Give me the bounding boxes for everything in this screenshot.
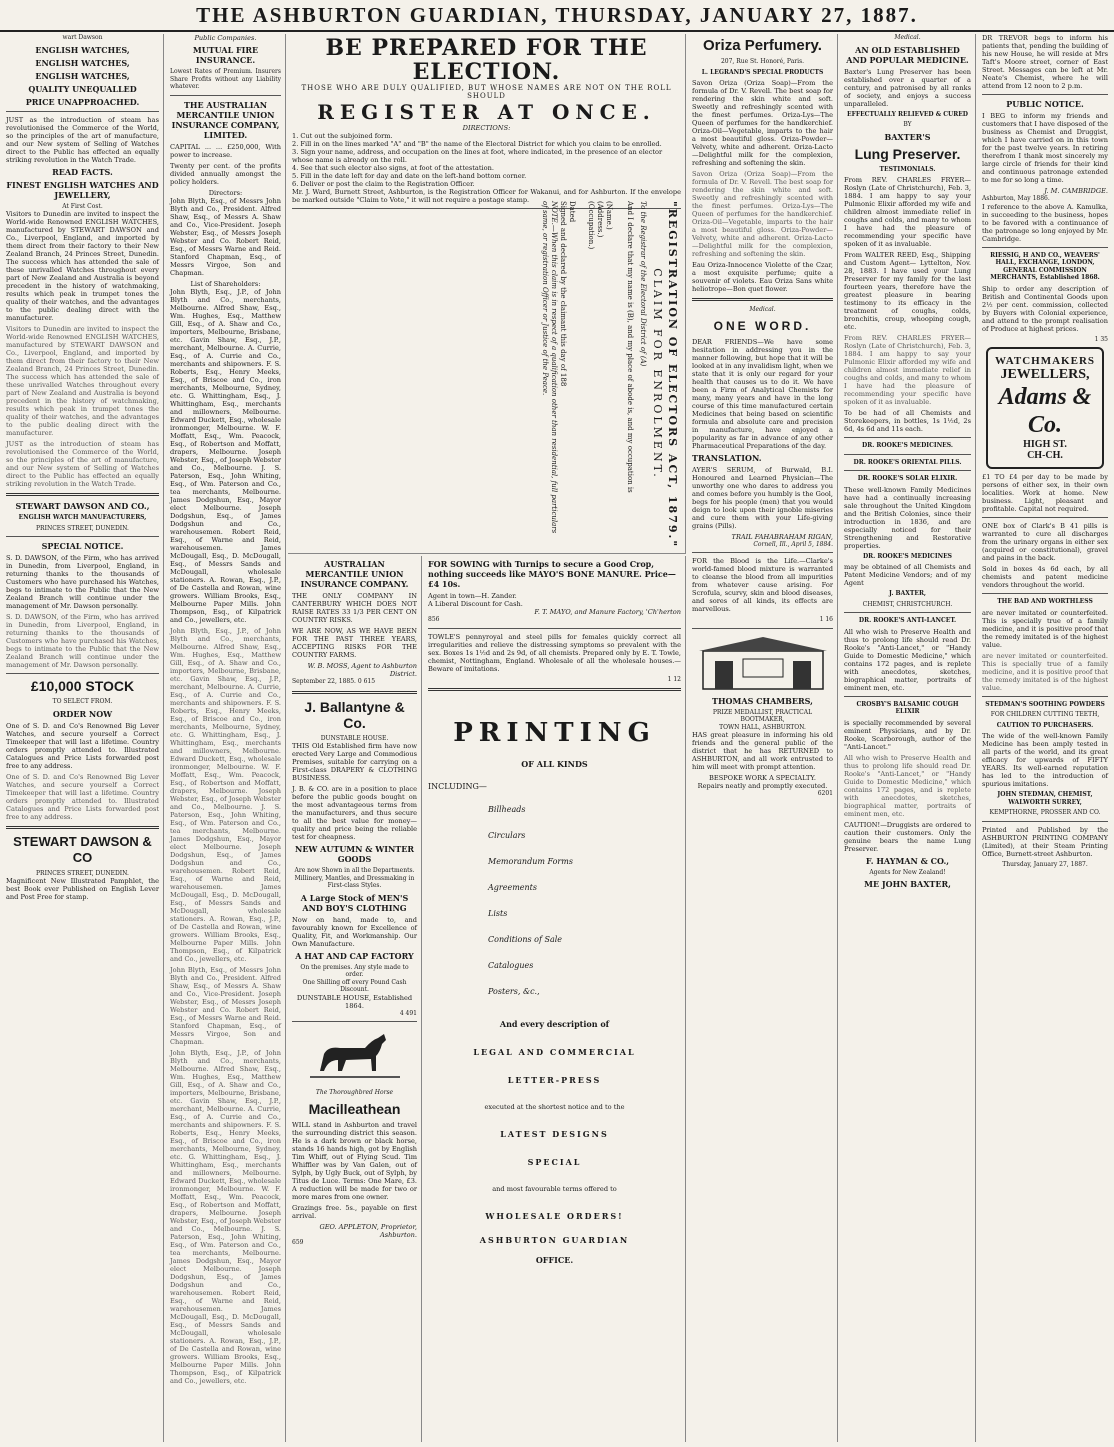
hat-sub: On the premises. Any style made to order. — [300, 963, 409, 978]
election-intro: THOSE WHO ARE DULY QUALIFIED, BUT WHOSE NAMES ARE NOT ON THE ROLL SHOULD — [301, 84, 672, 100]
column-5 — [840, 34, 976, 1442]
stock-body: Now on hand, made to, and favourably known for Excellence of Quality, Fit, and Workmanship. Our Own Manufacture. — [292, 915, 417, 948]
whistles-heading: THE BAD AND WORTHLESS — [997, 598, 1093, 605]
loan-ad: £1 TO £4 per day to be made by persons of either sex, in their own localities. Work at home. New business. Light, pleasant and profitable. Capital not required. — [982, 473, 1108, 513]
blood-num: 1 16 — [819, 616, 833, 623]
printing-item-billheads: Billheads — [488, 805, 526, 814]
mutual-fire-sub: Lowest Rates of Premium. Insurers Share Profits without any Liability whatever. — [170, 68, 281, 90]
direction-3: 3. Sign your name, address, and occupation on the lines at foot, where indicated, in the presence of an elector whose name is already on the roll. — [292, 148, 663, 164]
bottom-firm: STEWART DAWSON & CO — [13, 833, 152, 865]
towle-ad: TOWLE'S pennyroyal and steel pills for females quickly correct all irregularities and relieve the distressing symptoms so prevalent with the sex. Boxes 1s 1½d and 2s 9d, of all chemists. Prepared only by E. T. Towle, chemist, Nottingham, England. Wholesale of all the wholesale houses.—Beware of imitations. — [428, 632, 681, 673]
baxter-name: BAXTER'S — [884, 131, 931, 142]
footer-imprint: Printed and Published by the ASHBURTON PRINTING COMPANY (Limited), at their Steam Printing Office, Burnett-street Ashburton. — [982, 825, 1108, 858]
directors-heading: Directors: — [208, 188, 243, 197]
election-block — [288, 34, 686, 554]
mutual-fire-heading: MUTUAL FIRE INSURANCE. — [192, 45, 259, 65]
ballantyne-body: THIS Old Established firm have now erected Very Large and Commodious Premises, suitable for carrying on a First-class DRAPERY & CLOTHING BUSINESS. — [292, 742, 417, 782]
one-box-body: Sold in boxes 4s 6d each, by all chemists and patent medicine vendors throughout the world. — [982, 565, 1108, 589]
printing-wholesale: WHOLESALE ORDERS! — [485, 1211, 624, 1221]
public-companies-heading: Public Companies. — [194, 34, 257, 42]
printing-item-conditions: Conditions of Sale — [488, 935, 563, 944]
blood-ad: FOR the Blood is the Life.—Clarke's world-famed blood mixture is warranted to cleanse the blood from all impurities from whatever cause arising. For Scrofula, scurvy, skin and blood diseases, and sores of all kinds, its effects are marvellous. — [692, 557, 833, 613]
printing-fav: and most favourable terms offered to — [492, 1185, 617, 1193]
shop-illustration — [693, 633, 833, 693]
baxter-by: BY — [903, 121, 912, 128]
shareholders-list-cont: John Blyth, Esq., J.P., of John Blyth and Co., merchants, Melbourne. Alfred Shaw, Esq., Wm. Hughes, Esq., Matthew Gill, Esq., of A. Shaw and Co., importers, Melbourne, Brisbane, etc. Gavin Shaw, Esq., J.P., merchant, Melbourne. A. Currie, Esq., of A. Currie and Co., merchants and shipowners. F. S. Roberts, Esq., Henry Meeks, Esq., of Briscoe and Co., iron merchants, Melbourne, Sydney, etc. G. Whittingham, Esq., J. Whittingham, Esq., merchants and millowners, Melbourne. Edward Duckett, Esq., wholesale ironmonger, Melbourne. W. F. Moffatt, Esq., Wm. Peacock, Esq., of Robertson and Moffatt, drapers, Melbourne. Joseph Webster, Esq., of Joseph Webster and Co., Melbourne. J. S. Paterson, Esq., John Whiting, Esq., of Wm. Paterson and Co., tea merchants, Melbourne. James Dodgshun, Esq., Mayor elect Melbourne. Joseph Dodgshun, Esq., of James Dodgshun and Co., warehousemen. Robert Reid, Esq., of Warne and Reid, warehousemen. James McDougall, Esq., D. McDougall, Esq., of Messrs Sands and McDougall, wholesale stationers. A. Rowan, Esq., J.P., of De Castella and Rowan, wine growers. William Brooks, Esq., Melbourne Paper Mills. John Thompson, Esq., of Kilpatrick and Co., jewellers, etc. — [170, 626, 281, 963]
printing-letterpress: LETTER-PRESS — [507, 1075, 602, 1085]
column-4 — [688, 34, 838, 1442]
election-title: BE PREPARED FOR THE ELECTION. — [325, 35, 648, 85]
printing-items — [428, 797, 681, 1005]
english-watches-3: ENGLISH WATCHES, — [35, 70, 130, 81]
stock-heading: £10,000 STOCK — [30, 678, 135, 694]
claim-form-dated: Dated — [568, 201, 576, 223]
manure-heading: FOR SOWING with Turnips to secure a Good Crop, nothing succeeds like MAYO'S BONE MANURE. Price—£4 10s. — [428, 559, 676, 589]
medical-heading: Medical. — [749, 306, 776, 313]
stedman-heading: STEDMAN'S SOOTHING POWDERS — [985, 700, 1105, 708]
baxter-sig: J. BAXTER, — [888, 590, 927, 597]
oriza-body-fill: Savon Oriza (Oriza Soap)—From the formula of Dr. V. Revell. The best soap for rendering the skin white and soft. Sweetly and refreshingly scented with the finest perfumes. Oriza-Lys—The Queen of perfumes for the handkerchief. Oriza-Oil—Vegetable, imparts to the hair a most beautiful gloss. Oriza-Powder—Velvety, white and adherent. Oriza-Lacto—Delightful milk for the complexion, refreshing and softening the skin. — [692, 170, 833, 258]
aus-insurance-date: September 22, 1885. 0 615 — [292, 678, 376, 685]
dunstable-num: 4 491 — [399, 1009, 417, 1017]
bottom-body: Magnificent New Illustrated Pamphlet, the best Book ever Published on English Lever and Post Free for stamp. — [6, 877, 159, 901]
hayman: F. HAYMAN & CO., — [865, 855, 950, 866]
shareholders-list: John Blyth, Esq., J.P., of John Blyth and Co., merchants, Melbourne. Alfred Shaw, Esq., Wm. Hughes, Esq., Matthew Gill, Esq., of A. Shaw and Co., importers, Melbourne, Brisbane, etc. Gavin Shaw, Esq., J.P., merchant, Melbourne. A. Currie, Esq., of A. Currie and Co., merchants and shipowners. F. S. Roberts, Esq., Henry Meeks, Esq., of Briscoe and Co., iron merchants, Melbourne, Sydney, etc. G. Whittingham, Esq., J. Whittingham, Esq., merchants and millowners, Melbourne. Edward Duckett, Esq., wholesale ironmonger, Melbourne. W. F. Moffatt, Esq., Wm. Peacock, Esq., of Robertson and Moffatt, drapers, Melbourne. Joseph Webster, Esq., of Joseph Webster and Co., Melbourne. J. S. Paterson, Esq., John Whiting, Esq., of Wm. Paterson and Co., tea merchants, Melbourne. James Dodgshun, Esq., Mayor elect Melbourne. Joseph Dodgshun, Esq., of James Dodgshun and Co., warehousemen. Robert Reid, Esq., of Warne and Reid, warehousemen. James McDougall, Esq., D. McDougall, Esq., of Messrs Sands and McDougall, wholesale stationers. A. Rowan, Esq., J.P., of De Castella and Rowan, wine growers. William Brooks, Esq., Melbourne Paper Mills. John Thompson, Esq., of Kilpatrick and Co., jewellers, etc. — [170, 287, 281, 624]
claim-form-title: "REGISTRATION OF ELECTORS ACT, 1879." — [666, 201, 679, 549]
claim-form-sub: CLAIM FOR ENROLMENT. — [651, 268, 664, 480]
horse-sig: GEO. APPLETON, Proprietor, Ashburton. — [319, 1222, 417, 1239]
top-label: wart Dawson — [62, 34, 103, 41]
autumn-heading: NEW AUTUMN & WINTER GOODS — [295, 844, 414, 864]
rookes-2: DR. ROOKE'S ORIENTAL PILLS. — [853, 458, 962, 466]
ballantyne-body-2: J. B. & CO. are in a position to place before the public goods bought on the most advantageous terms from the manufacturers, and thus secure to all the best value for money—quality and price being the reliable test for cheapness. — [292, 785, 417, 841]
aus-insurance-body-2: WE ARE NOW, AS WE HAVE BEEN FOR THE PAST THREE YEARS, ACCEPTING RISKS FOR THE COUNTRY FARMS. — [292, 627, 417, 659]
old-established: AN OLD ESTABLISHED AND POPULAR MEDICINE. — [846, 44, 969, 65]
one-word-body: DEAR FRIENDS—We have some hesitation in addressing you in the manner following, but hope that it will be looked at in any invalidism light, when we state that it is only our regard for your health that causes us to do it. We have been a Firm of Analytical Chemists for many, many years and have in the long course of this time manufactured certain Medicines that being based on scientific formula and absolute care and precision in manufacture, have enjoyed a popularity as far in advance of any other Pharmaceutical Preparations of the day. — [692, 337, 833, 450]
logo-high: HIGH ST. — [1023, 439, 1067, 450]
shareholders-list-cont-2: John Blyth, Esq., of Messrs John Blyth and Co., President. Alfred Shaw, Esq., of Messrs A. Shaw and Co., Vice-President. Joseph Webster, Esq., of Messrs Joseph Webster and Co. Robert Reid, Esq., of Messrs Warne and Reid. Stanford Chapman, Esq., of Messrs Virgoe, Son and Chapman. — [170, 965, 281, 1046]
order-body: One of S. D. and Co's Renowned Big Lever Watches, and secure yourself a Correct Timekeeper that will last a lifetime. Country orders promptly attended to. Illustrated Catalogues and Price Lists forwarded post free to any address. — [6, 721, 159, 770]
ballantyne-heading: J. Ballantyne & Co. — [304, 698, 405, 731]
logo-chch: CH-CH. — [1027, 450, 1063, 461]
horse-body: WILL stand in Ashburton and travel the surrounding district this season. He is a dark brown or black horse, stands 16 hands high, got by English Tim Whiff, out of Flying Scud. Tim Whiffler was by Van Galen, out of Sylph, by Ugly Buck, out of Sylph, by Titus de Luce. Terms: One Mare, £3. A reduction will be made for two or more mares from one owner. — [292, 1120, 417, 1201]
printing-item-memorandum: Memorandum Forms — [488, 857, 573, 866]
directors-list: John Blyth, Esq., of Messrs John Blyth and Co., President. Alfred Shaw, Esq., of Messrs A. Shaw and Co., Vice-President. Joseph Webster, Esq., of Messrs Joseph Webster and Co. Robert Reid, Esq., of Messrs Warne and Reid. Stanford Chapman, Esq., of Messrs Virgoe, Son and Chapman. — [170, 196, 281, 277]
adams-logo — [986, 347, 1104, 469]
testimonial-2: From WALTER REED, Esq., Shipping and Custom Agent— Lyttelton, Nov. 28, 1883. I have used your Lung Preserver for my family for the last fourteen years, therefore have the greatest pleasure in bearing testimony to its efficacy in the treatment of coughs, colds, bronchitis, croup, whooping cough, etc. — [844, 251, 971, 331]
chambers-body: HAS great pleasure in informing his old friends and the general public of the district that he has RETURNED to ASHBURTON, and all work entrusted to him will meet with prompt attention. — [692, 731, 833, 771]
kempthorne: KEMPTHORNE, PROSSER AND CO. — [989, 809, 1101, 816]
printing-latest: LATEST DESIGNS — [500, 1129, 609, 1139]
ballantyne-sub: DUNSTABLE HOUSE. — [320, 734, 389, 742]
direction-5: 5. Fill in the date left for day and date on the left-hand bottom corner. — [292, 172, 527, 180]
finest-heading: FINEST ENGLISH WATCHES AND JEWELLERY, — [6, 179, 159, 200]
anti-lancet: DR. ROOKE'S ANTI-LANCET. — [858, 617, 957, 624]
horse-grazings: Grazings free. 5s., payable on first arrival. — [292, 1203, 417, 1220]
watches-body-repeat-2: JUST as the introduction of steam has revolutionised the Commerce of the World, so the principles of the art of manufacture, and our New system of Selling of Watches direct to the Public has effected an equally striking revolution in the Watch Trade. — [6, 440, 159, 488]
translation-heading: TRANSLATION. — [692, 452, 762, 463]
anti-lancet-body: All who wish to Preserve Health and thus to prolong life should read Dr. Rooke's "Anti-Lancet," or "Handy Guide to Domestic Medicine," which contains 172 pages, and is replete with anecdotes, sketches, biographical matter, portraits of eminent men, etc. — [844, 627, 971, 692]
bespoke-line: BESPOKE WORK A SPECIALTY. — [709, 774, 816, 782]
firm-name: STEWART DAWSON AND CO., — [15, 501, 150, 511]
oriza-heading: Oriza Perfumery. — [703, 37, 822, 54]
repairs-line: Repairs neatly and promptly executed. — [697, 782, 828, 790]
printing-legal: LEGAL AND COMMERCIAL — [473, 1047, 636, 1057]
logo-watchmakers: WATCHMAKERS — [994, 355, 1096, 367]
testimonials: TESTIMONIALS. — [879, 165, 936, 173]
oriza-address: 207, Rue St. Honoré, Paris. — [720, 58, 805, 65]
kamulka-body: I reference to the above A. Kamulka, in succeeding to the business, hopes to be favored with a continuance of the patronage so long enjoyed by Mr. Cambridge. — [982, 202, 1108, 243]
printing-heading: PRINTING — [453, 718, 656, 748]
bottom-address: PRINCES STREET, DUNEDIN. — [36, 869, 129, 877]
direction-6: 6. Deliver or post the claim to the Registration Officer. — [292, 180, 475, 188]
claim-form-to: To the Registrar of the Electoral District of (A) — [639, 201, 647, 367]
english-watches-2: ENGLISH WATCHES, — [35, 57, 130, 68]
riessig-num: 1 35 — [1094, 335, 1108, 343]
intro-text: JUST as the introduction of steam has revolutionised the Commerce of the World, so the principles of the art of manufacture, and our New system of Selling of Watches direct to the Public has effected an equally striking revolution in the Watch Trade. — [6, 115, 159, 164]
printing-item-agreements: Agreements — [488, 883, 537, 892]
printing-item-catalogues: Catalogues — [488, 961, 534, 970]
column-6 — [978, 34, 1112, 1442]
price-heading: PRICE UNAPPROACHED. — [25, 96, 140, 107]
rookes-1: DR. ROOKE'S MEDICINES. — [862, 442, 953, 449]
crosby: CROSBY'S BALSAMIC COUGH ELIXIR — [856, 700, 959, 715]
caution-heading: CAUTION TO PURCHASERS. — [996, 721, 1094, 729]
translation-body: AYER'S SERUM, of Burwald, B.I. Honoured and Learned Physician—The unworthy one who dares to address you and comes before you humbly is the Gool, begs for his people (men) that you would deign to look upon their ignoble miseries and cure them with your Life-giving grains (Pills). — [692, 465, 833, 530]
public-notice-body: I BEG to inform my friends and customers that I have disposed of the business as Chemist and Druggist, which I have carried on in this town for the past twelve years. In retiring therefrom I thank most sincerely my large circle of friends for their kind and continuous patronage extended to me for so long a time. — [982, 112, 1108, 184]
printing-including: INCLUDING— — [428, 782, 487, 791]
printing-item-lists: Lists — [488, 909, 508, 918]
column-2 — [166, 34, 286, 1442]
rookes-4: DR. ROOKE'S MEDICINES — [862, 552, 953, 560]
column-1 — [2, 34, 164, 1442]
testimonial-fill: From REV. CHARLES FRYER— Roslyn (Late of Christchurch), Feb. 3, 1884. I am happy to say your Pulmonic Elixir afforded my wife and children almost immediate relief in coughs and colds, and many to whom I have had the pleasure of recommending your specific have spoken of it as invaluable. — [844, 334, 971, 406]
claim-form-name: (Name.) — [605, 201, 613, 230]
column-3a — [288, 556, 422, 1442]
claim-form-address: (Address.) — [596, 201, 604, 238]
election-footnote: Mr. J. Ward, Burnett Street, Ashburton, is the Registration Officer for Wakanui, and for Ashburton. If the envelope be marked outside "Claim to Vote," it will not require a postage stamp. — [292, 188, 681, 204]
aus-mercantile-heading: THE AUSTRALIAN MERCANTILE UNION INSURANCE COMPANY, LIMITED. — [171, 99, 280, 140]
printing-office-name: ASHBURTON GUARDIAN — [479, 1235, 630, 1245]
masthead: THE ASHBURTON GUARDIAN, THURSDAY, JANUARY 27, 1887. — [0, 0, 1114, 32]
direction-2: 2. Fill in on the lines marked "A" and "B" the name of the Electoral District for which you claim to be enrolled. — [292, 140, 662, 148]
aus-insurance-body: THE ONLY COMPANY IN CANTERBURY WHICH DOES NOT RAISE RATES 33 1/3 PER CENT ON COUNTRY RISKS. — [292, 592, 417, 624]
oriza-sub: L. LEGRAND'S SPECIAL PRODUCTS — [701, 68, 824, 76]
stedman-sub: FOR CHILDREN CUTTING TEETH, — [990, 711, 1100, 718]
claim-form-occupation: (Occupation.) — [587, 201, 595, 250]
printing-item-posters: Posters, &c., — [488, 987, 540, 996]
watches-body-repeat: Visitors to Dunedin are invited to inspect the World-wide Renowned ENGLISH WATCHES, manufactured by STEWART DAWSON and Co., Liverpool, England, and imported by them direct from their factory to their New Zealand Branch, 24 Princes Street, Dunedin. The success which has attended the sale of these unrivalled Watches throughout every part of New Zealand and Australia is beyond precedent in the history of watchmaking, results which peak in trumpet tones the quality of their watches, and the advantages to the public dealing direct with the manufacturer. — [6, 325, 159, 437]
read-facts-heading: READ FACTS. — [52, 166, 113, 177]
old-body: Baxter's Lung Preserver has been established over a quarter of a century, and patronised by all ranks of society, and enjoys a success unparalleled. — [844, 67, 971, 108]
stock-line: A Large Stock of MEN'S AND BOY'S CLOTHING — [300, 892, 409, 913]
at-first-cost: At First Cost. — [62, 202, 103, 210]
testimonial-1: From REV. CHARLES FRYER— Roslyn (Late of Christchurch), Feb. 3, 1884. I am happy to say your Pulmonic Elixir afforded my wife and children almost immediate relief in coughs and colds, and many to whom I have had the pleasure of recommending your specific have spoken of it as invaluable. — [844, 176, 971, 248]
capital-line: CAPITAL ... ... £250,000, With power to increase. — [170, 142, 281, 159]
horse-title: The Thoroughbred Horse — [315, 1089, 394, 1096]
autumn-sub: Are now Shown in all the Departments. — [294, 867, 415, 874]
lung-preserver: Lung Preserver. — [854, 145, 961, 162]
millinery-line: Millinery, Mantles, and Dressmaking in First-class Styles. — [294, 874, 415, 889]
register-heading: REGISTER AT ONCE. — [317, 100, 656, 124]
chambers-heading: THOMAS CHAMBERS, — [712, 695, 813, 706]
rookes-4-body: may be obtained of all Chemists and Patent Medicine Vendors; and of my Agent — [844, 563, 971, 587]
medical-heading-5: Medical. — [894, 34, 921, 41]
printing-all-kinds: OF ALL KINDS — [521, 759, 588, 769]
trevor-notice: DR TREVOR begs to inform his patients that, pending the building of his new House, he will reside at Mrs Taft's Moore street, corner of East Street. Messages can be left at Mr. Neate's Chemist, where he will attend from 12 noon to 2 p.m. — [982, 34, 1108, 90]
printing-desc: And every description of — [499, 1019, 610, 1029]
baxter-sig-2: CHEMIST, CHRISTCHURCH. — [862, 600, 953, 608]
repairs-num: 6201 — [817, 790, 833, 797]
manure-num: 856 — [428, 616, 440, 623]
logo-adams: Adams & Co. — [998, 384, 1092, 438]
cambridge-date: Ashburton, May 1886. — [982, 195, 1050, 202]
special-notice-heading: SPECIAL NOTICE. — [41, 541, 124, 551]
hat-heading: A HAT AND CAP FACTORY — [295, 950, 414, 961]
claim-form-note: NOTE.—When this claim is in respect of a qualification other than residential, full particulars of same, or registration Officer or Justice of the Peace. — [541, 201, 558, 534]
manure-discount: A Liberal Discount for Cash. — [428, 600, 523, 608]
capital-note: Twenty per cent. of the profits divided annually amongst the policy holders. — [170, 161, 281, 186]
manure-agent: Agent in town—H. Zander. — [428, 592, 517, 600]
manure-sig: F. T. MAYO, and Manure Factory, 'Ch'herton — [534, 608, 681, 616]
order-body-2: One of S. D. and Co's Renowned Big Lever Watches, and secure yourself a Correct Timekeeper that will last a lifetime. Country orders promptly attended to. Illustrated Catalogues and Price Lists forwarded post free to any address. — [6, 772, 159, 821]
special-notice-body: S. D. DAWSON, of the Firm, who has arrived in Dunedin, from Liverpool, England, in returning thanks to the thousands of Customers who have purchased his Watches, begs to intimate to the Public that the New Zealand Branch will continue under the management of Mr. Dawson personally. — [6, 554, 159, 610]
printing-office: OFFICE. — [535, 1255, 574, 1265]
quality-heading: QUALITY UNEQUALLED — [28, 83, 137, 94]
chambers-sub: PRIZE MEDALLIST, PRACTICAL BOOTMAKER, — [712, 708, 813, 723]
riessig-heading: RIESSIG, H AND CO., WEAVERS' HALL, EXCHANGE, LONDON, GENERAL COMMISSION MERCHANTS, Established 1868. — [990, 251, 1100, 281]
firm-address: PRINCES STREET, DUNEDIN. — [36, 524, 129, 532]
discount-line: One Shilling off every Pound Cash Discount. — [302, 978, 407, 993]
oriza-body: Savon Oriza (Oriza Soap)—From the formula of Dr. V. Revell. The best soap for rendering the skin white and soft. Sweetly and refreshingly scented with the finest perfumes. Oriza-Lys—The Queen of perfumes for the handkerchief. Oriza-Oil—Vegetable, imparts to the hair a most beautiful gloss. Oriza-Powder—Velvety, white and adherent. Oriza-Lacto—Delightful milk for the complexion, refreshing and softening the skin. — [692, 79, 833, 167]
direction-4: 4. See that such elector also signs, at foot of the attestation. — [292, 164, 494, 172]
directions-list — [292, 132, 681, 188]
caution-body: CAUTION!—Druggists are ordered to caution their customers. Only the genuine bears the name Lung Preserver. — [844, 820, 971, 853]
rookes-3: DR. ROOKE'S SOLAR ELIXIR. — [857, 475, 958, 482]
crosby-fill: All who wish to Preserve Health and thus to prolong life should read Dr. Rooke's "Anti-Lancet," or "Handy Guide to Domestic Medicine," which contains 172 pages, and is replete with anecdotes, sketches, biographical matter, portraits of eminent men, etc. — [844, 753, 971, 818]
printing-special: SPECIAL — [527, 1157, 582, 1167]
directions-heading: DIRECTIONS: — [462, 124, 511, 132]
trail-sig: TRAIL FAHABRAHAM RIGAN, — [731, 532, 833, 541]
footer-date: Thursday, January 27, 1887. — [1002, 860, 1088, 868]
firm-sub: ENGLISH WATCH MANUFACTURERS, — [18, 514, 147, 521]
shareholders-list-cont-3: John Blyth, Esq., J.P., of John Blyth and Co., merchants, Melbourne. Alfred Shaw, Esq., Wm. Hughes, Esq., Matthew Gill, Esq., of A. Shaw and Co., importers, Melbourne, Brisbane, etc. Gavin Shaw, Esq., J.P., merchant, Melbourne. A. Currie, Esq., of A. Currie and Co., merchants and shipowners. F. S. Roberts, Esq., Henry Meeks, Esq., of Briscoe and Co., iron merchants, Melbourne, Sydney, etc. G. Whittingham, Esq., J. Whittingham, Esq., merchants and millowners, Melbourne. Edward Duckett, Esq., wholesale ironmonger, Melbourne. W. F. Moffatt, Esq., Wm. Peacock, Esq., of Robertson and Moffatt, drapers, Melbourne. Joseph Webster, Esq., of Joseph Webster and Co., Melbourne. J. S. Paterson, Esq., John Whiting, Esq., of Wm. Paterson and Co., tea merchants, Melbourne. James Dodgshun, Esq., Mayor elect Melbourne. Joseph Dodgshun, Esq., of James Dodgshun and Co., warehousemen. Robert Reid, Esq., of Warne and Reid, warehousemen. James McDougall, Esq., D. McDougall, Esq., of Messrs Sands and McDougall, wholesale stationers. A. Rowan, Esq., J.P., of De Castella and Rowan, wine growers. William Brooks, Esq., Melbourne Paper Mills. John Thompson, Esq., of Kilpatrick and Co., jewellers, etc. — [170, 1048, 281, 1385]
watches-body: Visitors to Dunedin are invited to inspect the World-wide Renowned ENGLISH WATCHES, manufactured by STEWART DAWSON and Co., Liverpool, England, and imported by them direct from their factory to their New Zealand Branch, 24 Princes Street, Dunedin. The success which has attended the sale of these unrivalled Watches throughout every part of New Zealand and Australia is beyond precedent in the history of watchmaking, results which peak in trumpet tones the quality of their watches, and the advantages to the public dealing direct with the manufacturer. — [6, 210, 159, 322]
order-now-heading: ORDER NOW — [52, 708, 113, 719]
whistles-body: are never imitated or counterfeited. This is specially true of a family medicine, and it is positive proof that the remedy imitated is of the highest value. — [982, 608, 1108, 649]
column-3b — [424, 556, 686, 1442]
john-baxter: ME JOHN BAXTER, — [864, 879, 951, 889]
direction-1: 1. Cut out the subjoined form. — [292, 132, 393, 140]
special-notice-body-2: S. D. DAWSON, of the Firm, who has arrived in Dunedin, from Liverpool, England, in returning thanks to the thousands of Customers who have purchased his Watches, begs to intimate to the Public that the New Zealand Branch will continue under the management of Mr. Dawson personally. — [6, 613, 159, 669]
claim-form — [292, 199, 682, 549]
printing-item-circulars: Circulars — [488, 831, 526, 840]
aus-insurance-sig: W. B. MOSS, Agent to Ashburton District. — [307, 662, 417, 678]
jenner: JOHN STEDMAN, CHEMIST, WALWORTH SURREY, — [997, 791, 1093, 806]
riessig-body: Ship to order any description of British and Continental Goods upon 2½ per cent. commission, collected by Buyers with Colonial experience, and attend to the prompt realisation of Produce at highest prices. — [982, 284, 1108, 333]
stock-sub: TO SELECT FROM. — [52, 698, 113, 705]
trail-address: Cornell, Ill., April 5, 1884. — [753, 540, 833, 548]
chambers-address: TOWN HALL, ASHBURTON. — [719, 723, 806, 731]
effectual-heading: EFFECTUALLY RELIEVED & CURED — [847, 110, 968, 118]
testimonial-3: To be had of all Chemists and Storekeepers, in bottles, 1s 1½d, 2s 6d, 4s 6d and 11s each. — [844, 409, 971, 433]
logo-jewellers: JEWELLERS, — [1000, 367, 1090, 382]
dunstable-line: DUNSTABLE HOUSE, Established 1864. — [296, 993, 413, 1010]
shareholders-heading: List of Shareholders: — [190, 279, 261, 288]
rookes-body: These well-known Family Medicines have had a continually increasing sale throughout the United Kingdom and the British Colonies, since their introduction in 1836, and are especially noticed for their Strengthening and Restorative properties. — [844, 485, 971, 550]
hayman-sub: Agents for New Zealand! — [869, 868, 946, 876]
one-word-heading: ONE WORD. — [713, 318, 812, 333]
horse-num: 659 — [292, 1238, 304, 1246]
horse-illustration — [310, 1026, 400, 1086]
aus-insurance-heading: AUSTRALIAN MERCANTILE UNION INSURANCE COMPANY. — [300, 559, 409, 589]
towle-num: 1 12 — [667, 675, 681, 683]
english-watches-1: ENGLISH WATCHES, — [35, 44, 130, 55]
claim-form-signed: Signed and declared by the claimant this day of 188 — [559, 201, 567, 387]
whistles-fill: are never imitated or counterfeited. This is specially true of a family medicine, and it is positive proof that the remedy imitated is of the highest value. — [982, 651, 1108, 692]
cambridge-sig: J. M. CAMBRIDGE. — [1044, 187, 1108, 195]
public-notice-heading: PUBLIC NOTICE. — [1006, 99, 1084, 109]
one-box-ad: ONE box of Clark's B 41 pills is warranted to cure all discharges from the urinary organs in either sex (acquired or constitutional), gravel and pains in the back. — [982, 522, 1108, 562]
caution-body-6: The wide of the well-known Family Medicine has been amply tested in all parts of the world, and its great efficacy for upwards of FIFTY YEARS. Its well-earned reputation has led to the introduction of spurious imitations. — [982, 732, 1108, 788]
horse-name: Macilleathean — [308, 1100, 401, 1117]
printing-exec: executed at the shortest notice and to the — [484, 1103, 625, 1111]
oriza-body-2: Eau Oriza-Innocence Violette of the Czar, a most exquisite perfume; quite a souvenir of violets. Eau Oriza Sans white heliotrope—Bon quet flower. — [692, 261, 833, 293]
crosby-body: is specially recommended by several eminent Physicians, and by Dr. Rooke, Scarborough, author of the "Anti-Lancet." — [844, 718, 971, 751]
claim-form-body: And I declare that my name is (B), and my place of abode is, and my occupation is — [626, 201, 634, 493]
